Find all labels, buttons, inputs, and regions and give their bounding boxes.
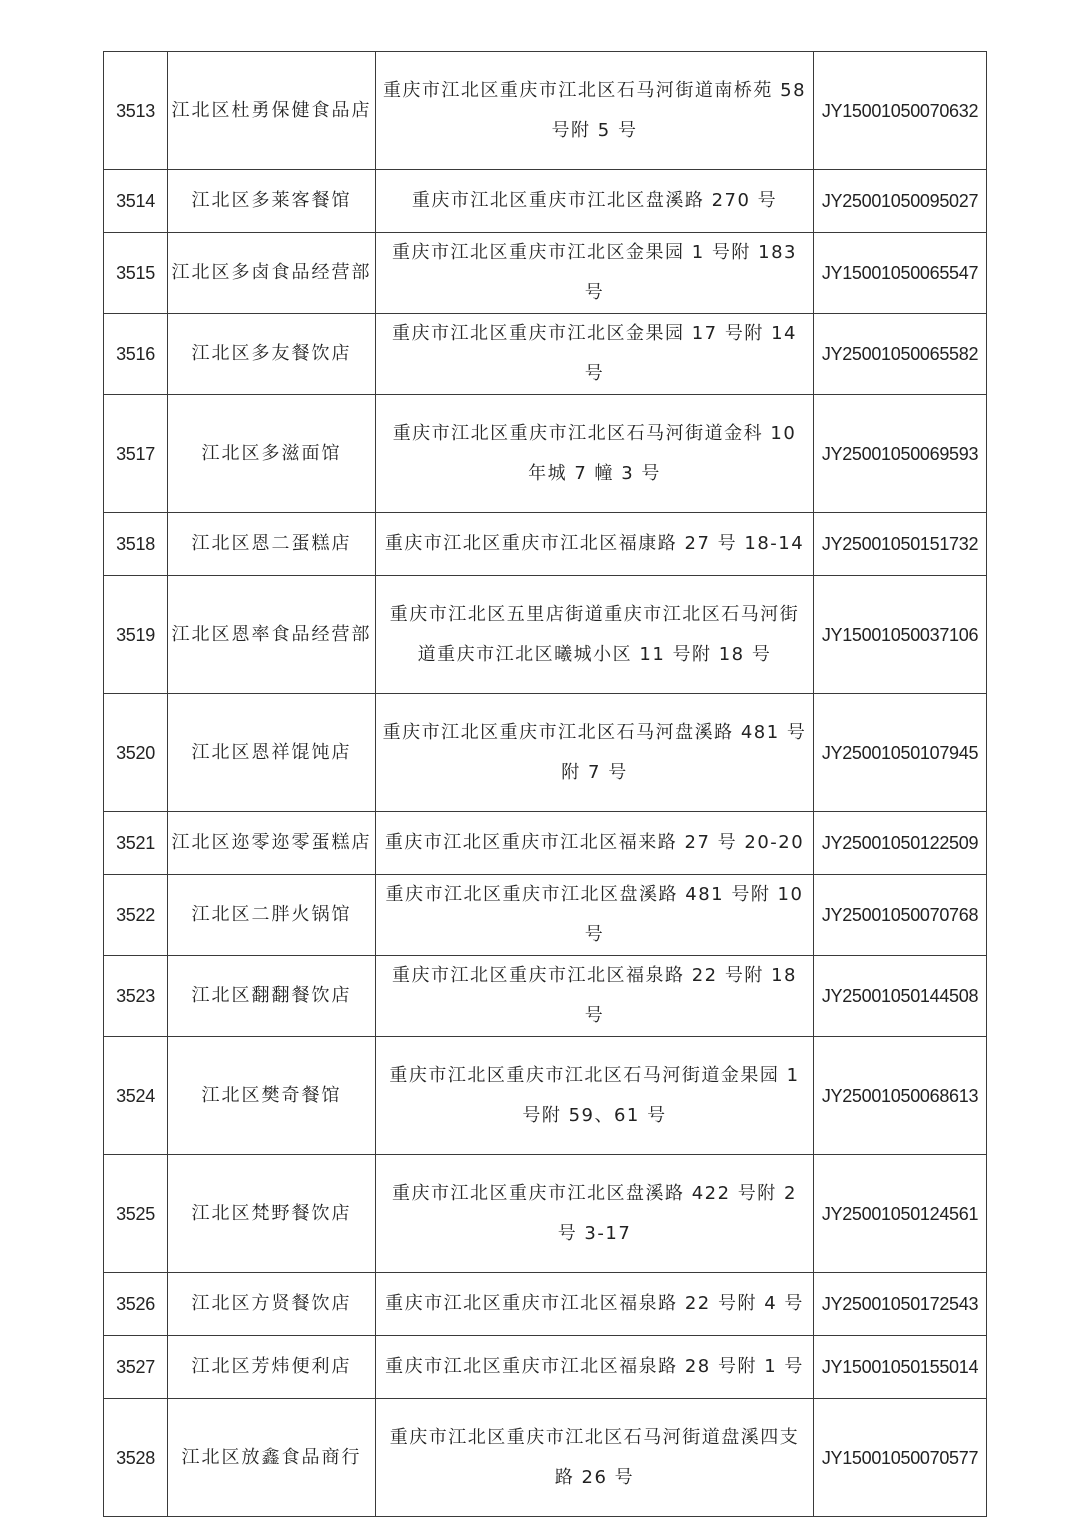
- business-name: 江北区放鑫食品商行: [168, 1399, 376, 1517]
- business-address: 重庆市江北区重庆市江北区福来路 27 号 20-20: [376, 812, 814, 875]
- license-number: JY25001050069593: [814, 395, 987, 513]
- document-page: [103, 51, 987, 1517]
- business-name: 江北区多友餐饮店: [168, 314, 376, 395]
- business-address: 重庆市江北区重庆市江北区石马河街道金果园 1 号附 59、61 号: [376, 1037, 814, 1155]
- table-row: [104, 1273, 987, 1336]
- table-row: [104, 875, 987, 956]
- row-number: 3522: [104, 875, 168, 956]
- business-name: 江北区多滋面馆: [168, 395, 376, 513]
- business-address: 重庆市江北区重庆市江北区石马河街道盘溪四支路 26 号: [376, 1399, 814, 1517]
- business-address: 重庆市江北区重庆市江北区盘溪路 270 号: [376, 170, 814, 233]
- table-row: [104, 513, 987, 576]
- business-address: 重庆市江北区重庆市江北区福泉路 28 号附 1 号: [376, 1336, 814, 1399]
- table-row: [104, 812, 987, 875]
- license-table: [103, 51, 987, 1517]
- license-number: JY25001050065582: [814, 314, 987, 395]
- business-address: 重庆市江北区重庆市江北区盘溪路 422 号附 2 号 3-17: [376, 1155, 814, 1273]
- business-address: 重庆市江北区重庆市江北区福泉路 22 号附 18 号: [376, 956, 814, 1037]
- business-address: 重庆市江北区重庆市江北区福泉路 22 号附 4 号: [376, 1273, 814, 1336]
- license-number: JY25001050070768: [814, 875, 987, 956]
- license-number: JY15001050065547: [814, 233, 987, 314]
- business-name: 江北区方贤餐饮店: [168, 1273, 376, 1336]
- row-number: 3524: [104, 1037, 168, 1155]
- license-number: JY25001050107945: [814, 694, 987, 812]
- row-number: 3515: [104, 233, 168, 314]
- table-row: [104, 576, 987, 694]
- row-number: 3514: [104, 170, 168, 233]
- license-number: JY25001050122509: [814, 812, 987, 875]
- license-number: JY25001050124561: [814, 1155, 987, 1273]
- table-row: [104, 1155, 987, 1273]
- row-number: 3523: [104, 956, 168, 1037]
- business-address: 重庆市江北区重庆市江北区石马河街道金科 10 年城 7 幢 3 号: [376, 395, 814, 513]
- license-number: JY25001050095027: [814, 170, 987, 233]
- table-row: [104, 170, 987, 233]
- table-row: [104, 233, 987, 314]
- row-number: 3525: [104, 1155, 168, 1273]
- license-number: JY25001050151732: [814, 513, 987, 576]
- row-number: 3519: [104, 576, 168, 694]
- business-name: 江北区梵野餐饮店: [168, 1155, 376, 1273]
- business-name: 江北区杜勇保健食品店: [168, 52, 376, 170]
- row-number: 3517: [104, 395, 168, 513]
- business-name: 江北区多卤食品经营部: [168, 233, 376, 314]
- business-address: 重庆市江北区五里店街道重庆市江北区石马河街道重庆市江北区曦城小区 11 号附 18 号: [376, 576, 814, 694]
- table-row: [104, 395, 987, 513]
- business-name: 江北区樊奇餐馆: [168, 1037, 376, 1155]
- business-name: 江北区恩二蛋糕店: [168, 513, 376, 576]
- table-row: [104, 52, 987, 170]
- business-name: 江北区恩祥馄饨店: [168, 694, 376, 812]
- license-number: JY15001050037106: [814, 576, 987, 694]
- business-name: 江北区翻翻餐饮店: [168, 956, 376, 1037]
- row-number: 3521: [104, 812, 168, 875]
- license-number: JY25001050172543: [814, 1273, 987, 1336]
- business-name: 江北区芳炜便利店: [168, 1336, 376, 1399]
- business-address: 重庆市江北区重庆市江北区盘溪路 481 号附 10 号: [376, 875, 814, 956]
- license-number: JY15001050070632: [814, 52, 987, 170]
- business-name: 江北区恩率食品经营部: [168, 576, 376, 694]
- business-address: 重庆市江北区重庆市江北区石马河街道南桥苑 58 号附 5 号: [376, 52, 814, 170]
- business-name: 江北区迩零迩零蛋糕店: [168, 812, 376, 875]
- table-row: [104, 314, 987, 395]
- license-number: JY15001050155014: [814, 1336, 987, 1399]
- table-row: [104, 1037, 987, 1155]
- table-row: [104, 956, 987, 1037]
- business-address: 重庆市江北区重庆市江北区金果园 17 号附 14 号: [376, 314, 814, 395]
- license-number: JY15001050070577: [814, 1399, 987, 1517]
- row-number: 3527: [104, 1336, 168, 1399]
- row-number: 3520: [104, 694, 168, 812]
- table-row: [104, 1336, 987, 1399]
- business-name: 江北区二胖火锅馆: [168, 875, 376, 956]
- business-address: 重庆市江北区重庆市江北区石马河盘溪路 481 号附 7 号: [376, 694, 814, 812]
- business-address: 重庆市江北区重庆市江北区金果园 1 号附 183 号: [376, 233, 814, 314]
- table-row: [104, 694, 987, 812]
- row-number: 3513: [104, 52, 168, 170]
- license-number: JY25001050144508: [814, 956, 987, 1037]
- row-number: 3518: [104, 513, 168, 576]
- business-name: 江北区多莱客餐馆: [168, 170, 376, 233]
- license-number: JY25001050068613: [814, 1037, 987, 1155]
- row-number: 3526: [104, 1273, 168, 1336]
- table-row: [104, 1399, 987, 1517]
- row-number: 3528: [104, 1399, 168, 1517]
- row-number: 3516: [104, 314, 168, 395]
- business-address: 重庆市江北区重庆市江北区福康路 27 号 18-14: [376, 513, 814, 576]
